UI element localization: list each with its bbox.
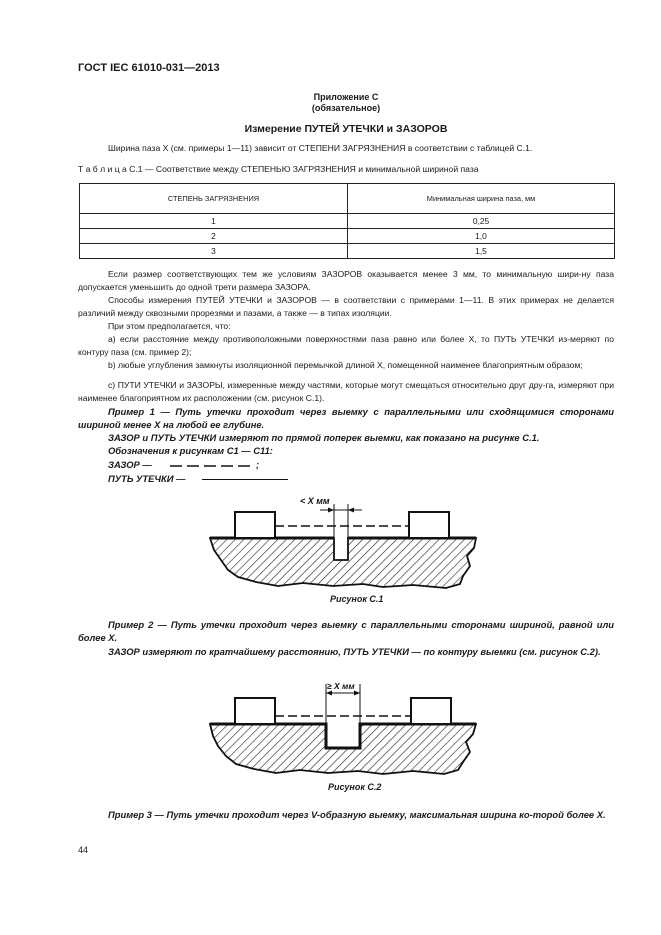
right-block [411, 698, 451, 724]
table-row [80, 214, 615, 229]
example1-text: Пример 1 — Путь утечки проходит через выемку с параллельными или сходящимися сторонами шириной менее X на любой ее глубине. [78, 406, 614, 431]
legend-title: Обозначения к рисункам С1 — С11: [108, 445, 273, 456]
page-number: 44 [78, 845, 89, 855]
table-cell-width: 1,5 [348, 244, 615, 259]
example3-text: Пример 3 — Путь утечки проходит через V-образную выемку, максимальная ширина ко-торой более X. [108, 809, 606, 820]
table-header-row [80, 184, 615, 214]
table-row [80, 244, 615, 259]
figure-c2-caption: Рисунок С.2 [328, 782, 382, 792]
legend-gap-label: ЗАЗОР — [108, 459, 152, 470]
intro-paragraph: Ширина паза X (см. примеры 1—11) зависит от СТЕПЕНИ ЗАГРЯЗНЕНИЯ в соответствии с таблицей С.1. [108, 143, 533, 153]
annex-title: Приложение С [313, 92, 379, 102]
table-cell-degree: 3 [80, 244, 348, 259]
dim-label-c1: < X мм [300, 496, 330, 506]
table-header-width: Минимальная ширина паза, мм [348, 184, 615, 214]
example2-text: Пример 2 — Путь утечки проходит через выемку с параллельными сторонами шириной, равной или более X. [78, 619, 614, 644]
dim-label-c2: ≥ X мм [327, 681, 355, 691]
left-block [235, 512, 275, 538]
paragraph-6: с) ПУТИ УТЕЧКИ и ЗАЗОРЫ, измеренные между частями, которые могут смещаться относительно друг дру-га, измеряют при наименее благоприятном их расположении (см. рисунок С.1). [78, 380, 614, 404]
table-cell-degree: 2 [80, 229, 348, 244]
table-cell-width: 1,0 [348, 229, 615, 244]
table-header-degree: СТЕПЕНЬ ЗАГРЯЗНЕНИЯ [80, 184, 348, 214]
example1-text2: ЗАЗОР и ПУТЬ УТЕЧКИ измеряют по прямой поперек выемки, как показано на рисунке С.1. [108, 432, 540, 443]
right-block [409, 512, 449, 538]
annex-status: (обязательное) [311, 103, 381, 113]
table-cell-width: 0,25 [348, 214, 615, 229]
left-block [235, 698, 275, 724]
legend-path-line [200, 478, 290, 481]
paragraph-3: При этом предполагается, что: [108, 321, 231, 331]
pollution-table [79, 183, 615, 259]
paragraph-2: Способы измерения ПУТЕЙ УТЕЧКИ и ЗАЗОРОВ — в соответствии с примерами 1—11. В этих примерах не делается различий между сквозными прорезями и пазами, а также — в типах изоляции. [78, 295, 614, 319]
figure-c2 [208, 676, 478, 781]
table-cell-degree: 1 [80, 214, 348, 229]
legend-gap-dashline [168, 464, 256, 468]
paragraph-1: Если размер соответствующих тем же условиям ЗАЗОРОВ оказывается менее 3 мм, то минимальную шири-ну паза допускается уменьшить до одной трети размера ЗАЗОРА. [78, 269, 614, 293]
figure-c1 [208, 490, 478, 590]
base-body [210, 538, 476, 588]
example2-text2: ЗАЗОР измеряют по кратчайшему расстоянию, ПУТЬ УТЕЧКИ — по контуру выемки (см. рисунок С.2). [108, 646, 601, 657]
annex-heading: Измерение ПУТЕЙ УТЕЧКИ и ЗАЗОРОВ [244, 123, 448, 135]
figure-c1-caption: Рисунок С.1 [330, 594, 384, 604]
table-caption: Т а б л и ц а С.1 — Соответствие между СТЕПЕНЬЮ ЗАГРЯЗНЕНИЯ и минимальной шириной паза [78, 164, 479, 174]
legend-path-label: ПУТЬ УТЕЧКИ — [108, 473, 186, 484]
paragraph-4: а) если расстояние между противоположными поверхностями паза равно или более X, то ПУТЬ УТЕЧКИ из-меряют по контуру паза (см. пример 2); [78, 334, 614, 358]
legend-gap-end: ; [256, 459, 260, 470]
table-row [80, 229, 615, 244]
standard-header: ГОСТ IEC 61010-031—2013 [78, 62, 220, 74]
paragraph-5: b) любые углубления замкнуты изоляционной перемычкой длиной X, помещенной наименее благоприятным образом; [108, 360, 583, 370]
